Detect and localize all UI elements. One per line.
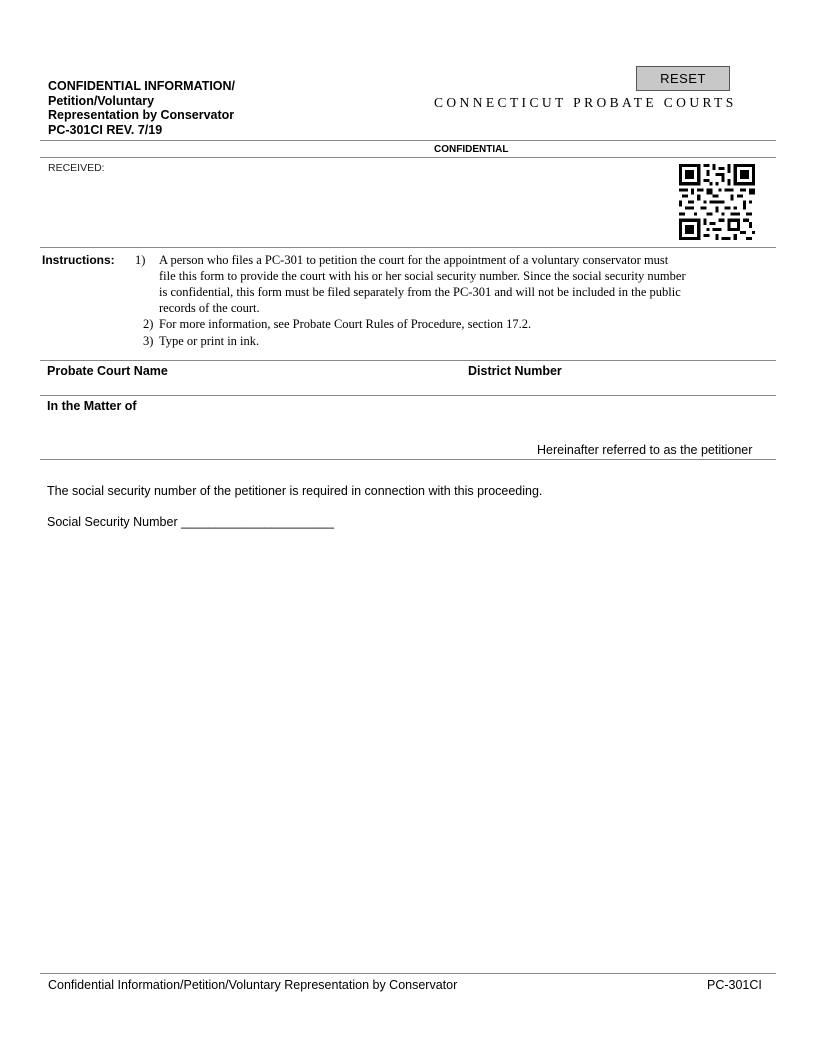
qr-code — [679, 164, 755, 240]
petitioner-note: Hereinafter referred to as the petitioner — [537, 443, 753, 457]
divider — [40, 157, 776, 158]
divider — [40, 247, 776, 248]
in-the-matter-of-label: In the Matter of — [47, 399, 137, 413]
instruction-text: file this form to provide the court with his or her social security number. Since the social security number — [159, 269, 686, 283]
form-title-line: CONFIDENTIAL INFORMATION/ — [48, 79, 236, 93]
instruction-text: For more information, see Probate Court Rules of Procedure, section 17.2. — [159, 317, 532, 331]
instruction-text: is confidential, this form must be filed separately from the PC-301 and will not be included in the public — [159, 285, 681, 299]
divider — [40, 140, 776, 141]
footer-divider — [40, 973, 776, 974]
ssn-statement: The social security number of the petitioner is required in connection with this proceeding. — [47, 484, 543, 498]
form-title-line: Petition/Voluntary — [48, 93, 155, 108]
form-title-line: Representation by Conservator — [48, 108, 235, 122]
footer-form-title: Confidential Information/Petition/Voluntary Representation by Conservator — [48, 978, 458, 992]
instruction-number: 1) — [135, 253, 146, 267]
divider — [40, 395, 776, 396]
instructions-label: Instructions: — [42, 253, 115, 267]
instruction-text: records of the court. — [159, 301, 260, 315]
ssn-line — [47, 515, 334, 529]
form-title — [48, 79, 235, 137]
court-name: CONNECTICUT PROBATE COURTS — [434, 95, 737, 110]
ssn-label: Social Security Number — [47, 515, 178, 529]
reset-button[interactable]: RESET — [636, 66, 730, 91]
form-title-line: PC-301CI REV. 7/19 — [48, 122, 163, 137]
district-number-label: District Number — [468, 364, 562, 378]
confidential-label: CONFIDENTIAL — [434, 144, 509, 155]
instruction-text: Type or print in ink. — [159, 334, 260, 348]
footer-form-number: PC-301CI — [707, 978, 762, 992]
divider — [40, 360, 776, 361]
instruction-text: A person who files a PC-301 to petition the court for the appointment of a voluntary conservator must — [159, 253, 669, 267]
instruction-number: 3) — [143, 334, 154, 348]
ssn-input-blank[interactable]: ______________________ — [181, 515, 335, 529]
probate-court-name-label: Probate Court Name — [47, 364, 168, 378]
received-label: RECEIVED: — [48, 162, 105, 174]
instruction-number: 2) — [143, 317, 154, 331]
divider — [40, 459, 776, 460]
